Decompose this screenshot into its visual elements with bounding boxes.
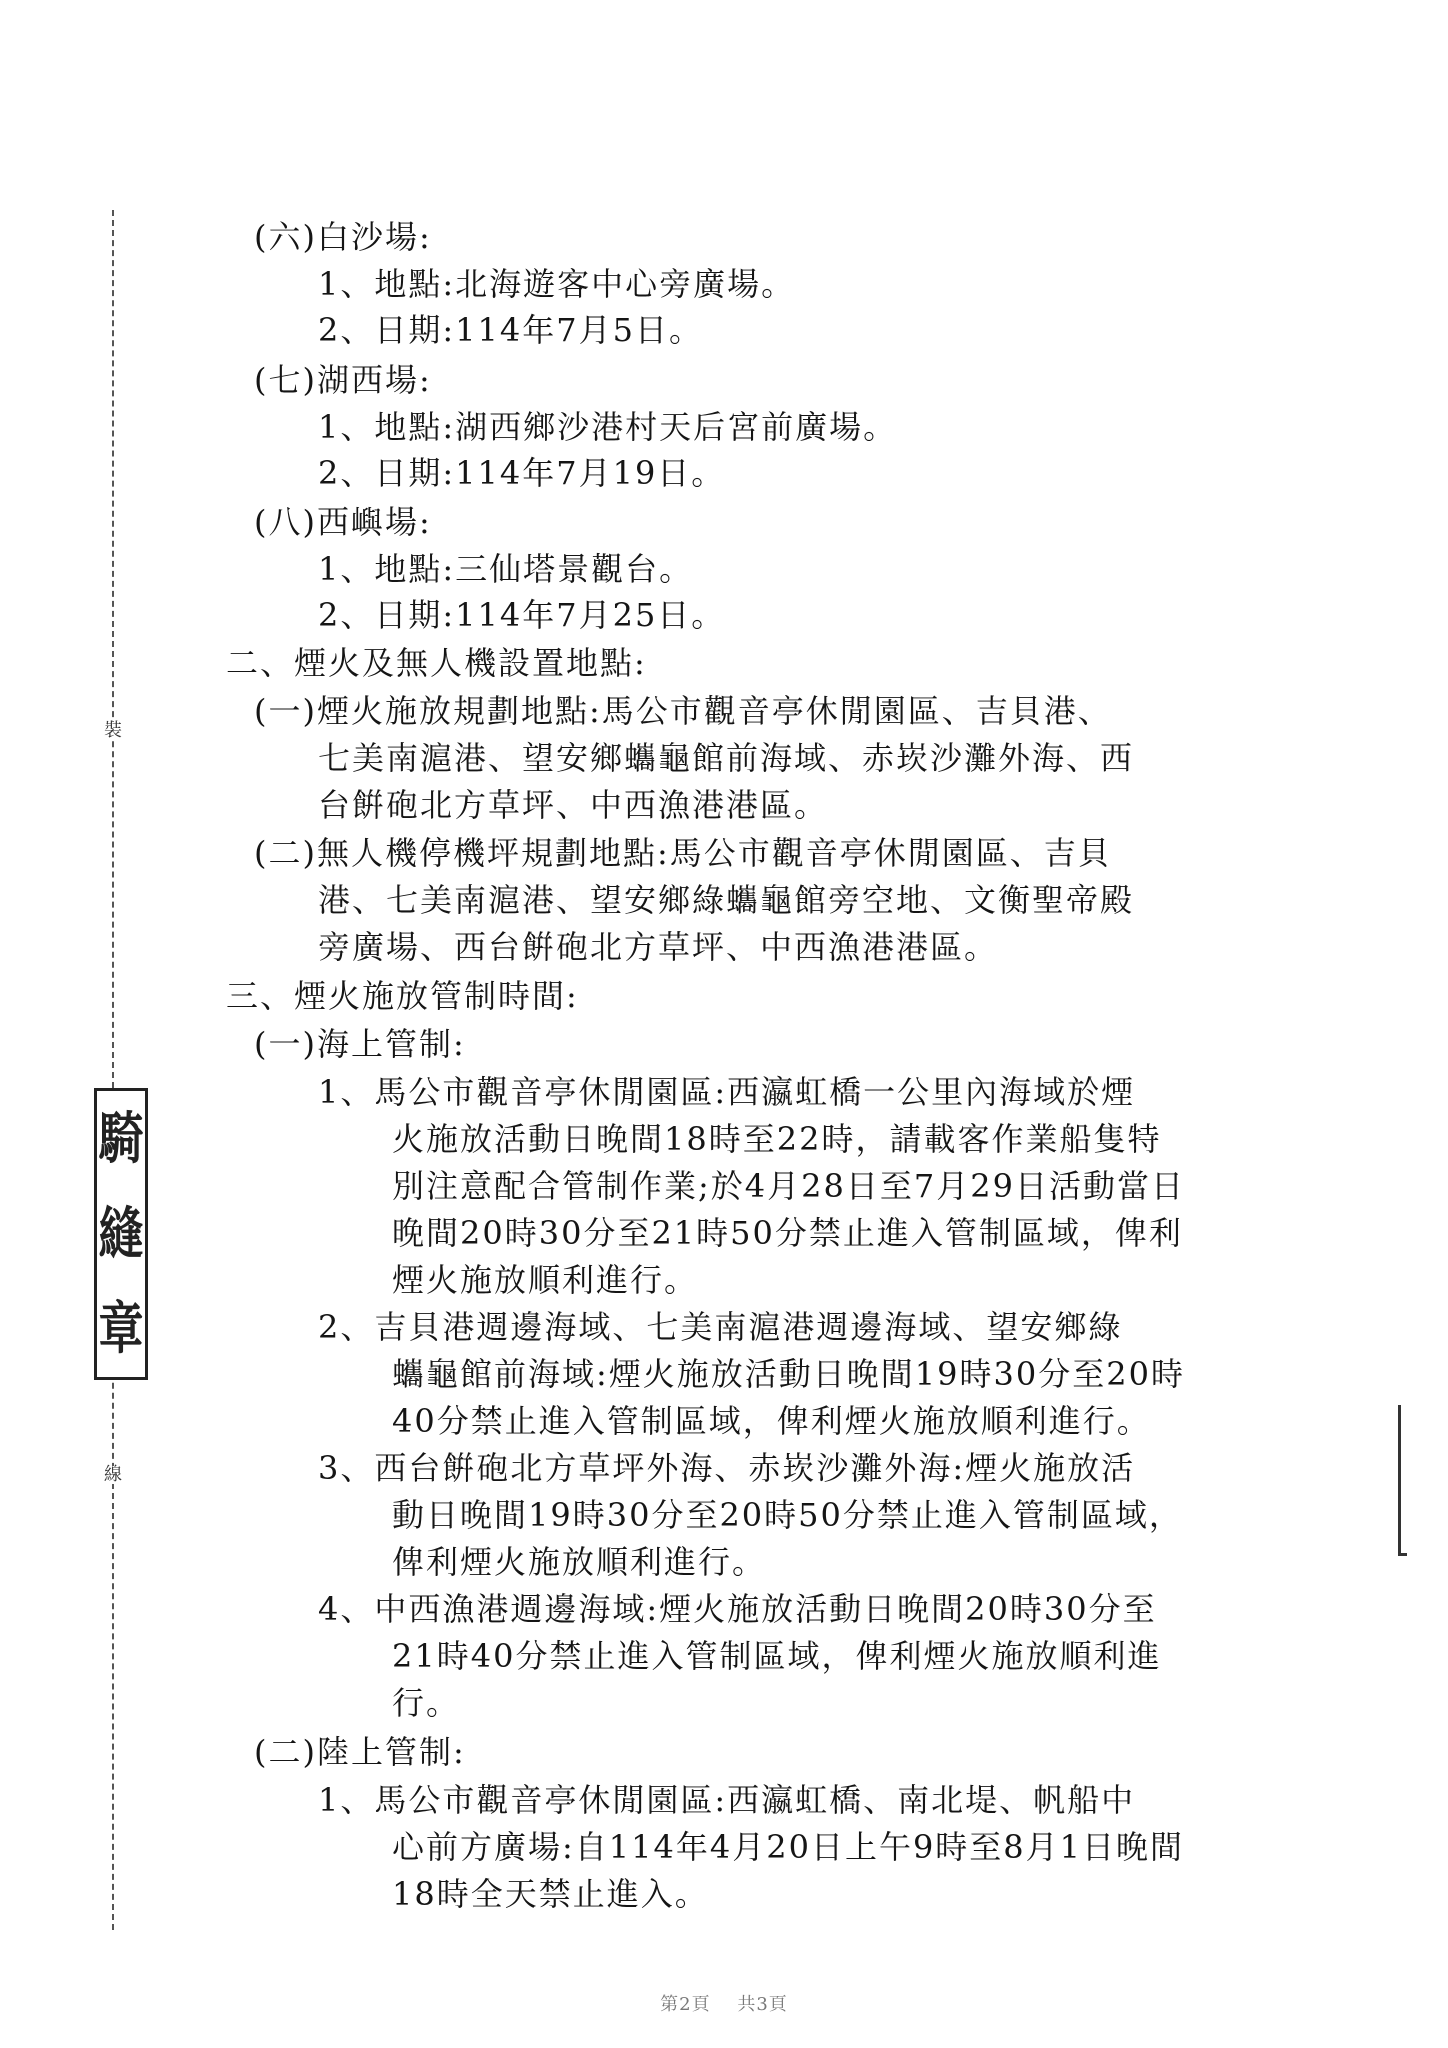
- text-line: (八)西嶼場:: [254, 503, 432, 541]
- seal-char-1: 騎: [98, 1105, 144, 1172]
- page-number: 第2頁: [660, 1994, 711, 2015]
- text-line: 俾利煙火施放順利進行。: [392, 1543, 767, 1581]
- text-line: 2、吉貝港週邊海域、七美南滬港週邊海域、望安鄉綠: [318, 1308, 1123, 1346]
- seal-char-3: 章: [98, 1296, 144, 1363]
- text-line: 40分禁止進入管制區域，俾利煙火施放順利進行。: [392, 1402, 1151, 1440]
- text-line: 1、地點:三仙塔景觀台。: [318, 550, 694, 588]
- text-line: 1、地點:北海遊客中心旁廣場。: [318, 265, 796, 303]
- text-line: 2、日期:114年7月25日。: [318, 596, 726, 634]
- text-line: 行。: [392, 1684, 461, 1722]
- text-line: 七美南滬港、望安鄉蠵龜館前海域、赤崁沙灘外海、西: [318, 739, 1135, 777]
- section-heading: 三、煙火施放管制時間:: [226, 977, 579, 1015]
- text-line: (六)白沙場:: [254, 218, 432, 256]
- text-line: 2、日期:114年7月5日。: [318, 311, 703, 349]
- text-line: 1、地點:湖西鄉沙港村天后宮前廣場。: [318, 408, 898, 446]
- page-footer: [0, 1990, 1448, 2016]
- seal-char-2: 縫: [98, 1200, 144, 1267]
- text-line: (二)陸上管制:: [254, 1733, 466, 1771]
- text-line: 3、西台餠砲北方草坪外海、赤崁沙灘外海:煙火施放活: [318, 1449, 1136, 1487]
- text-line: 蠵龜館前海域:煙火施放活動日晚間19時30分至20時: [392, 1355, 1185, 1393]
- text-line: (二)無人機停機坪規劃地點:馬公市觀音亭休閒園區、吉貝: [254, 834, 1112, 872]
- binding-label-bottom: 線: [104, 1464, 122, 1485]
- text-line: 晚間20時30分至21時50分禁止進入管制區域，俾利: [392, 1214, 1183, 1252]
- text-line: (一)煙火施放規劃地點:馬公市觀音亭休閒園區、吉貝港、: [254, 692, 1112, 730]
- edge-mark: [1398, 1405, 1407, 1556]
- text-line: 21時40分禁止進入管制區域，俾利煙火施放順利進: [392, 1637, 1162, 1675]
- section-heading: 二、煙火及無人機設置地點:: [226, 644, 647, 682]
- text-line: 1、馬公市觀音亭休閒園區:西瀛虹橋一公里內海域於煙: [318, 1073, 1136, 1111]
- text-line: 台餠砲北方草坪、中西漁港港區。: [318, 786, 829, 824]
- text-line: 旁廣場、西台餠砲北方草坪、中西漁港港區。: [318, 928, 999, 966]
- text-line: 火施放活動日晚間18時至22時，請載客作業船隻特: [392, 1120, 1162, 1158]
- text-line: 18時全天禁止進入。: [392, 1875, 709, 1913]
- text-line: 1、馬公市觀音亭休閒園區:西瀛虹橋、南北堤、帆船中: [318, 1781, 1136, 1819]
- text-line: 2、日期:114年7月19日。: [318, 454, 726, 492]
- text-line: 港、七美南滬港、望安鄉綠蠵龜館旁空地、文衡聖帝殿: [318, 881, 1135, 919]
- text-line: 4、中西漁港週邊海域:煙火施放活動日晚間20時30分至: [318, 1590, 1157, 1628]
- text-line: 動日晚間19時30分至20時50分禁止進入管制區域，: [392, 1496, 1183, 1534]
- seam-seal-stamp: [94, 1088, 148, 1380]
- text-line: (七)湖西場:: [254, 361, 432, 399]
- binding-label-top: 裝: [104, 720, 122, 741]
- page-total: 共3頁: [737, 1994, 788, 2015]
- binding-dashed-line: [112, 210, 114, 1930]
- text-line: (一)海上管制:: [254, 1025, 466, 1063]
- text-line: 煙火施放順利進行。: [392, 1261, 699, 1299]
- text-line: 別注意配合管制作業;於4月28日至7月29日活動當日: [392, 1167, 1185, 1205]
- text-line: 心前方廣場:自114年4月20日上午9時至8月1日晚間: [392, 1828, 1185, 1866]
